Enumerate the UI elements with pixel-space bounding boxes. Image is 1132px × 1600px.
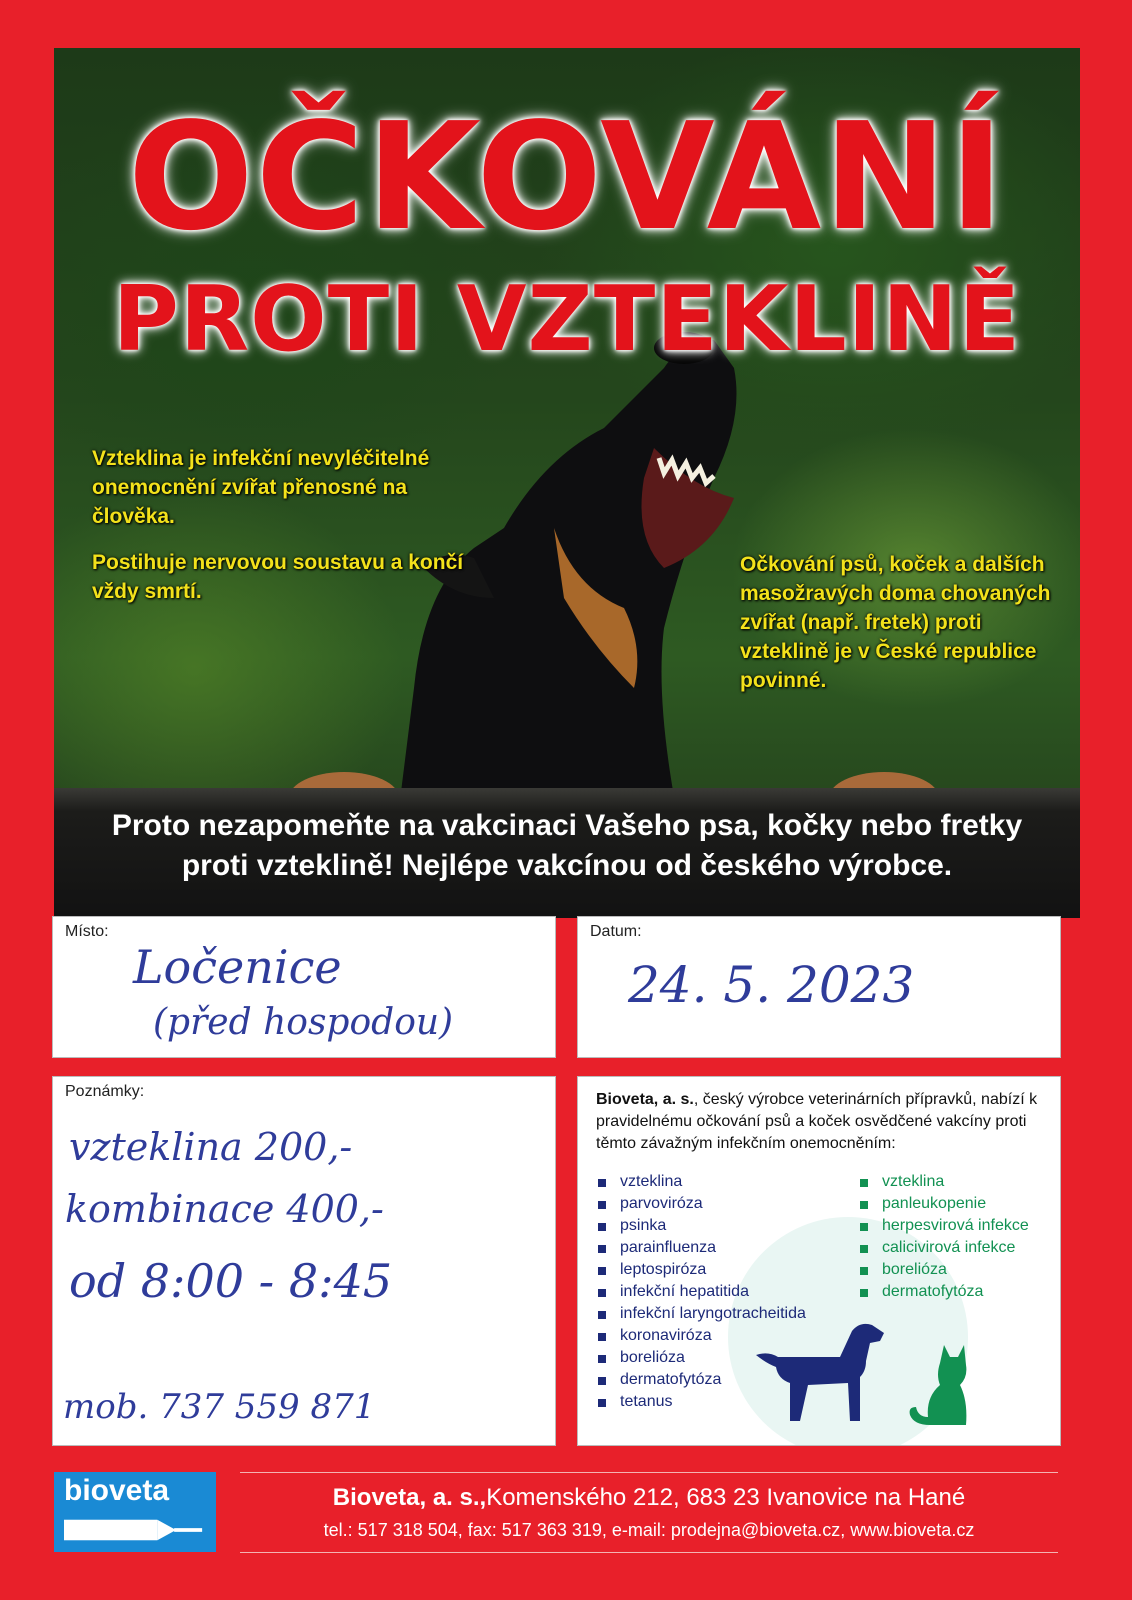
logo-text: bioveta: [64, 1474, 170, 1507]
list-item: borelióza: [858, 1259, 1029, 1281]
cat-silhouette-icon: [904, 1341, 974, 1431]
notes-line-2: kombinace 400,-: [65, 1187, 384, 1231]
date-box: [577, 916, 1061, 1058]
footer-contacts: tel.: 517 318 504, fax: 517 363 319, e-mail: prodejna@bioveta.cz, www.bioveta.cz: [323, 1520, 975, 1540]
mandatory-vaccination-note: Očkování psů, koček a dalších masožravých doma chovaných zvířat (např. fretek) proti vzteklině je v České republice povinné.: [740, 553, 1051, 692]
cta-line-1: Proto nezapomeňte na vakcinaci Vašeho psa, kočky nebo fretky: [111, 809, 1023, 842]
place-value-line-2: (před hospodou): [153, 1002, 454, 1043]
list-item: panleukopenie: [858, 1193, 1029, 1215]
headline-against-rabies: PROTI VZTEKLINĚ: [112, 267, 1022, 372]
rabies-symptoms: Postihuje nervovou soustavu a končí vždy smrtí.: [92, 551, 464, 603]
info-company: Bioveta, a. s.: [596, 1091, 694, 1108]
list-item: psinka: [596, 1215, 806, 1237]
list-item: infekční laryngotracheitida: [596, 1303, 806, 1325]
place-label: Místo:: [65, 923, 109, 940]
footer-divider-top: [240, 1472, 1058, 1473]
list-item: infekční hepatitida: [596, 1281, 806, 1303]
list-item: parainfluenza: [596, 1237, 806, 1259]
list-item: tetanus: [596, 1391, 806, 1413]
list-item: herpesvirová infekce: [858, 1215, 1029, 1237]
list-item: parvoviróza: [596, 1193, 806, 1215]
list-item: vzteklina: [596, 1171, 806, 1193]
list-item: borelióza: [596, 1347, 806, 1369]
list-item: calicivirová infekce: [858, 1237, 1029, 1259]
info-intro-text: , český výrobce veterinárních přípravků, nabízí k pravidelnému očkování psů a koček osvědčené vakcíny proti těmto závažným infekčním onemocněním:: [596, 1091, 1038, 1152]
headline-vaccination: OČKOVÁNÍ: [127, 91, 1007, 263]
call-to-action: [54, 806, 1080, 886]
footer-company: Bioveta, a. s.,: [332, 1484, 487, 1511]
notes-label: Poznámky:: [65, 1083, 145, 1100]
footer-address: [240, 1484, 1058, 1512]
footer-divider-bottom: [240, 1552, 1058, 1553]
list-item: dermatofytóza: [596, 1369, 806, 1391]
notes-line-3: od 8:00 - 8:45: [69, 1254, 393, 1308]
date-value: 24. 5. 2023: [628, 956, 915, 1014]
cat-disease-list: [858, 1171, 1029, 1303]
list-item: dermatofytóza: [858, 1281, 1029, 1303]
notes-box: [52, 1076, 556, 1446]
list-item: leptospiróza: [596, 1259, 806, 1281]
date-label: Datum:: [590, 923, 642, 940]
list-item: vzteklina: [858, 1171, 1029, 1193]
info-box: [577, 1076, 1061, 1446]
footer-address-text: Komenského 212, 683 23 Ivanovice na Hané: [486, 1484, 966, 1511]
place-box: [52, 916, 556, 1058]
notes-line-1: vzteklina 200,-: [69, 1125, 353, 1169]
list-item: koronaviróza: [596, 1325, 806, 1347]
notes-line-4: mob. 737 559 871: [63, 1387, 376, 1427]
syringe-icon: [64, 1516, 204, 1544]
rabies-description: Vzteklina je infekční nevyléčitelné onemocnění zvířat přenosné na člověka.: [92, 447, 430, 528]
dog-silhouette-icon: [748, 1317, 888, 1427]
hero-section: [54, 48, 1080, 918]
cta-line-2: proti vzteklině! Nejlépe vakcínou od českého výrobce.: [181, 849, 953, 882]
place-value-line-1: Ločenice: [133, 940, 342, 994]
bioveta-logo: [54, 1472, 216, 1552]
info-intro: [596, 1089, 1046, 1155]
